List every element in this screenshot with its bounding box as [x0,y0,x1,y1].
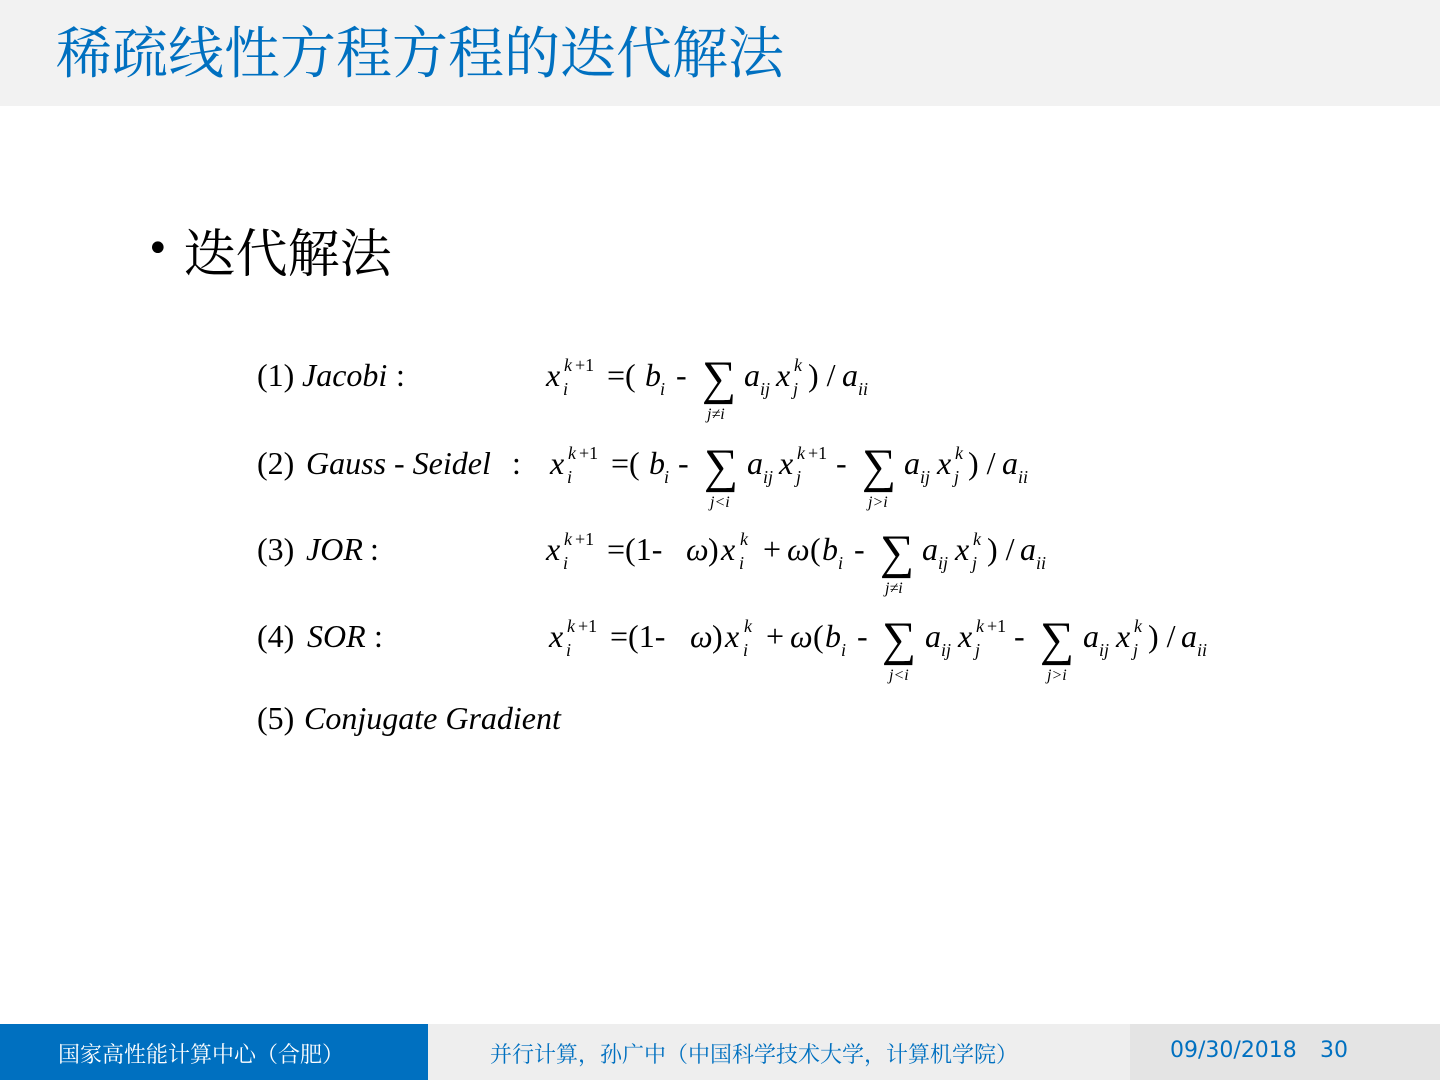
svg-text:+: + [766,618,785,654]
slide-title: 稀疏线性方程方程的迭代解法 [56,22,784,87]
svg-text:k: k [1134,616,1142,636]
svg-text:j: j [954,467,960,487]
svg-text:x: x [725,618,740,654]
svg-text:a: a [1002,445,1018,481]
svg-text:-: - [678,445,689,481]
svg-text:ii: ii [1036,553,1047,573]
svg-text:i: i [567,467,573,487]
svg-text:j>i: j>i [868,494,888,511]
svg-text:ii: ii [858,379,869,399]
svg-text:ω: ω [686,531,709,567]
svg-text:-: - [836,445,847,481]
svg-text:ω: ω [787,531,810,567]
svg-text:k: k [797,443,805,463]
svg-text:-: - [676,357,687,393]
bullet-text: 迭代解法 [183,224,392,285]
method-4-number: (4) [257,618,295,654]
svg-text:a: a [904,445,920,481]
svg-text:-: - [857,618,868,654]
svg-text:j>i: j>i [1047,667,1067,684]
svg-text:∑: ∑ [704,440,739,493]
svg-text:∑: ∑ [1040,613,1075,666]
svg-text:): ) [708,531,719,567]
svg-text:): ) [712,618,723,654]
svg-text:x: x [546,531,561,567]
svg-text:b: b [649,445,665,481]
svg-text:j: j [1133,640,1139,660]
svg-text:+1: +1 [808,443,828,463]
page-number: 30 [1320,1038,1348,1063]
svg-text:x: x [721,531,736,567]
svg-text:ω: ω [790,618,813,654]
svg-text:i: i [664,467,670,487]
method-1-colon: : [396,357,405,393]
svg-text:+1: +1 [575,355,595,375]
method-2-colon: : [512,445,521,481]
svg-text:k: k [564,529,572,549]
svg-text:(: ( [813,618,824,654]
svg-text:i: i [660,379,666,399]
svg-text:b: b [645,357,661,393]
method-5-name: Conjugate Gradient [304,700,561,736]
svg-text:k: k [744,616,752,636]
svg-text:) /: ) / [968,445,996,481]
svg-text:i: i [739,553,745,573]
bullet-marker: • [146,226,170,272]
svg-text:a: a [1020,531,1036,567]
svg-text:k: k [794,355,802,375]
svg-text:i: i [566,640,572,660]
formula-jor [545,526,1046,597]
formula-jacobi [545,352,868,423]
svg-text:j<i: j<i [889,667,909,684]
svg-text:ij: ij [938,553,949,573]
svg-text:j: j [972,553,978,573]
footer-bar [0,1024,1440,1080]
method-2-name: Gauss - Seidel [306,445,491,481]
svg-text:(: ( [810,531,821,567]
svg-text:a: a [922,531,938,567]
method-3-name: JOR [306,531,363,567]
footer-organization: 国家高性能计算中心（合肥） [58,1043,345,1068]
svg-text:j: j [796,467,802,487]
svg-text:j: j [793,379,799,399]
footer-meta-block [1130,1024,1440,1080]
method-1-number: (1) [257,357,295,393]
method-2-number: (2) [257,445,295,481]
svg-text:k: k [955,443,963,463]
svg-text:a: a [925,618,941,654]
svg-text:x: x [958,618,973,654]
svg-text:∑: ∑ [880,526,915,579]
svg-text:-: - [854,531,865,567]
svg-text:ij: ij [760,379,771,399]
svg-text:∑: ∑ [702,352,737,405]
method-4-colon: : [374,618,383,654]
method-3-number: (3) [257,531,295,567]
svg-text:j<i: j<i [710,494,730,511]
svg-text:j: j [975,640,981,660]
svg-text:x: x [546,357,561,393]
svg-text:+1: +1 [579,443,599,463]
svg-text:) /: ) / [1148,618,1176,654]
method-4-name: SOR [307,618,366,654]
svg-text:a: a [1083,618,1099,654]
svg-text:=(1-: =(1- [607,531,663,567]
svg-text:x: x [550,445,565,481]
method-1-name: Jacobi [302,357,388,393]
svg-text:ω: ω [690,618,713,654]
svg-text:ii: ii [1018,467,1029,487]
svg-text:b: b [822,531,838,567]
svg-text:i: i [563,553,569,573]
svg-text:i: i [743,640,749,660]
svg-text:x: x [776,357,791,393]
svg-text:+1: +1 [578,616,598,636]
footer-course: 并行计算，孙广中（中国科学技术大学，计算机学院） [490,1043,1019,1068]
method-3-colon: : [370,531,379,567]
svg-text:k: k [740,529,748,549]
svg-text:ii: ii [1197,640,1208,660]
formula-sor [548,613,1207,684]
svg-text:i: i [563,379,569,399]
svg-text:=(: =( [611,445,640,481]
footer-org-block [0,1024,428,1080]
svg-text:k: k [973,529,981,549]
svg-text:∑: ∑ [882,613,917,666]
footer-date: 09/30/2018 [1170,1040,1297,1063]
svg-text:k: k [568,443,576,463]
svg-text:a: a [744,357,760,393]
svg-text:x: x [779,445,794,481]
svg-text:a: a [747,445,763,481]
svg-text:x: x [549,618,564,654]
svg-text:+1: +1 [987,616,1007,636]
method-5-number: (5) [257,700,295,736]
svg-text:a: a [842,357,858,393]
svg-text:i: i [841,640,847,660]
svg-text:j≠i: j≠i [885,580,903,597]
formula-gauss-seidel [549,440,1028,511]
svg-text:∑: ∑ [862,440,897,493]
svg-text:=(1-: =(1- [610,618,666,654]
svg-text:a: a [1181,618,1197,654]
svg-text:j≠i: j≠i [707,406,725,423]
svg-text:+1: +1 [575,529,595,549]
svg-text:x: x [955,531,970,567]
svg-text:i: i [838,553,844,573]
svg-text:b: b [825,618,841,654]
svg-text:k: k [564,355,572,375]
svg-text:k: k [567,616,575,636]
svg-text:) /: ) / [808,357,836,393]
svg-text:-: - [1014,618,1025,654]
svg-text:) /: ) / [987,531,1015,567]
svg-text:ij: ij [1099,640,1110,660]
svg-text:x: x [937,445,952,481]
svg-text:ij: ij [941,640,952,660]
svg-text:k: k [976,616,984,636]
svg-text:=(: =( [607,357,636,393]
svg-text:ij: ij [920,467,931,487]
svg-text:x: x [1116,618,1131,654]
svg-text:ij: ij [763,467,774,487]
svg-text:+: + [763,531,782,567]
